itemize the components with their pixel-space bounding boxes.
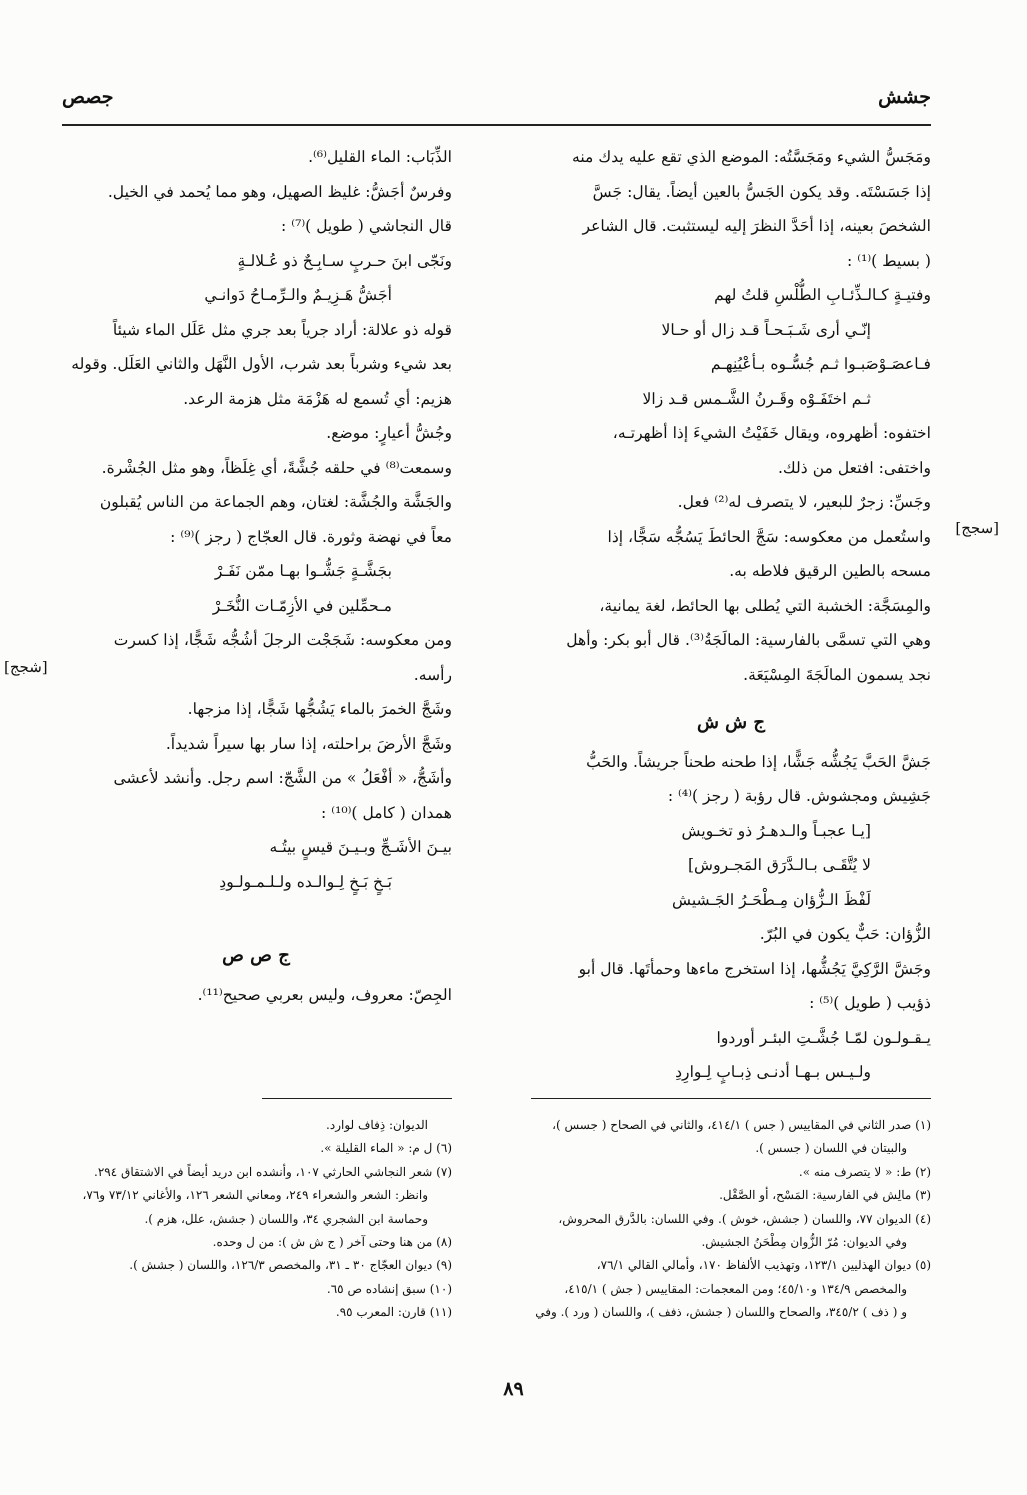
footnote-line: والبيتان في اللسان ( جسس ).	[755, 1141, 907, 1156]
text-line: واختفى: افتعل من ذلك.	[777, 458, 931, 477]
footnote-line: (٨) من هنا وحتى آخر ( ج ش ش ): من ل وحده.	[212, 1235, 452, 1250]
text-line: وشَجَّ الأرضَ براحلته، إذا سار بها سيراً شديداً.	[165, 734, 452, 753]
text-line: الزُّؤان: حَبٌّ يكون في البُرّ.	[759, 925, 931, 943]
running-header-right: جشش	[878, 86, 931, 108]
text-line: وجَسِّ: زجرٌ للبعير، لا يتصرف له⁽²⁾ فعل.	[677, 493, 931, 511]
verse-line: [يـا عجبـاً والـدهـرُ ذو تخـويش	[681, 821, 871, 840]
verse-line: أجَشُّ هَـزِيـمٌ والـرِّمـاحُ دَوانـي	[204, 286, 392, 304]
footnote-line: والمخصص ١٣٤/٩ و٤٥/١٠؛ ومن المعجمات: المقاييس ( جش ) ٤١٥/١،	[564, 1281, 907, 1296]
text-line: مسحه بالطين الرقيق فلاطه به.	[729, 562, 931, 580]
verse-line: بيـنَ الأشَـجِّ وبـيـنَ قيسٍ بيتُـه	[269, 838, 452, 856]
footnote-line: الديوان: ذِفاف لوارد.	[326, 1118, 428, 1132]
text-line: ومن معكوسه: شَجَجْت الرجلَ أشُجُّه شَجًّا، إذا كسرت	[113, 631, 452, 649]
footnote-rule-right	[531, 1098, 931, 1099]
left-column	[60, 140, 452, 1012]
footnote-line: وحماسة ابن الشجري ٣٤، واللسان ( جشش، علل، هزم ).	[144, 1211, 428, 1226]
text-line: الشخصَ بعينه، إذا أحَدَّ النظرَ إليه ليستثبت. قال الشاعر	[582, 217, 931, 235]
text-line: رأسه.	[413, 665, 452, 684]
footnote-line: (٣) مالِش في الفارسية: المَسْح، أو الصَّقْل.	[719, 1188, 931, 1203]
verse-line: ولـيـس بـهـا أدنـى ذِبـابٍ لِـوارِدِ	[675, 1063, 871, 1081]
text-line: إذا جَسَسْتَه. وقد يكون الجَسُّ بالعين أيضاً. يقال: جَسَّ	[592, 182, 931, 201]
footnotes-left	[32, 1114, 452, 1325]
text-line: همدان ( كامل )⁽¹⁰⁾ :	[321, 803, 452, 822]
verse-line: بجَشَّـةٍ جَشُّـوا بهـا ممّن نَفَـرْ	[214, 562, 392, 580]
text-line: معاً في نهضة وثورة. قال العجّاج ( رجز )⁽⁹⁾ :	[170, 527, 452, 546]
footnote-line: (٩) ديوان العجّاج ٣٠ ـ ٣١، والمخصص ١٢٦/٣، واللسان ( جشش ).	[129, 1258, 452, 1273]
page-number: ٨٩	[503, 1378, 524, 1400]
footnote-line: (١) صدر الثاني في المقاييس ( جس ) ٤١٤/١، والثاني في الصحاح ( جسس )،	[552, 1118, 931, 1132]
text-line: وفرسٌ أجَشُّ: غليظ الصهيل، وهو مما يُحمد في الخيل.	[107, 182, 452, 201]
verse-line: ونَجّى ابنَ حـربٍ سـابِـحٌ ذو عُـلالـةٍ	[237, 251, 452, 270]
text-line: واستُعمل من معكوسه: سَجَّ الحائطَ يَسُجُّه سَجًّا، إذا	[607, 527, 931, 546]
verse-line: ثـم اختَفَـوْه وقَـرنُ الشَّـمس قـد زالا	[642, 389, 871, 408]
verse-line: فـاعصَـوْصَبـوا ثـم جُسُّـوه بـأعْيُنِهـم	[710, 355, 931, 373]
running-header-left: جصص	[62, 86, 114, 108]
margin-tag-shjj: [شجج]	[4, 658, 48, 676]
text-line: ( بسيط )⁽¹⁾ :	[847, 251, 931, 270]
right-column	[531, 140, 931, 1090]
footnotes-right	[521, 1114, 931, 1325]
footnote-line: (٢) ط: « لا يتصرف منه ».	[798, 1164, 931, 1179]
text-line: وسمعت⁽⁸⁾ في حلقه جُشَّةً، أي غِلَظاً، وهو مثل الجُشْرة.	[101, 458, 452, 477]
text-line: اختفوه: أظهروه، ويقال خَفَيْتُ الشيءَ إذا أظهرتـه،	[612, 424, 931, 442]
footnote-line: (٤) الديوان ٧٧، واللسان ( جشش، خوش ). وفي اللسان: بالدَّرق المحروش،	[558, 1211, 931, 1226]
text-line: جَشِيش ومجشوش. قال رؤبة ( رجز )⁽⁴⁾ :	[667, 787, 931, 805]
footnote-line: وفي الديوان: مُرّ الزُّوان مِطْحَنُ الجشيش.	[701, 1235, 907, 1250]
verse-line: مـحمِّلين في الأزِمّـات النُّخَـرْ	[212, 596, 392, 615]
footnote-line: و ( ذف ) ٣٤٥/٢، والصحاح واللسان ( جشش، ذفف )، واللسان ( ورد ). وفي	[535, 1305, 907, 1320]
text-line: والمِسَجَّة: الخشبة التي يُطلى بها الحائط، لغة يمانية،	[599, 596, 931, 615]
entry-heading-jss: ج ص ص	[222, 945, 290, 966]
text-line: وجُشُّ أعيارٍ: موضع.	[326, 424, 452, 442]
footnote-line: (٥) ديوان الهذليين ١٢٣/١، وتهذيب الألفاظ ١٧٠، وأمالي القالي ٧٦/١،	[596, 1258, 931, 1273]
header-rule	[62, 124, 931, 126]
text-line: وشَجَّ الخمرَ بالماء يَشُجُّها شَجًّا، إذا مزجها.	[187, 700, 452, 718]
verse-line: لا يُتَّقَـى بـالـدَّرَق المَجـروش]	[687, 856, 871, 874]
text-line: قوله ذو علالة: أراد جرياً بعد جري مثل عَلَل الماء شيئاً	[112, 320, 452, 339]
footnote-line: (١١) قارن: المعرب ٩٥.	[335, 1305, 452, 1320]
entry-heading-jshsh: ج ش ش	[696, 712, 766, 733]
text-line: ذؤيب ( طويل )⁽⁵⁾ :	[809, 994, 931, 1012]
text-line: والجَشَّة والجُشَّة: لغتان، وهم الجماعة من الناس يُقبلون	[99, 493, 452, 511]
text-line: وهي التي تسمَّى بالفارسية: المالَجَةُ⁽³⁾. قال أبو بكر: وأهل	[566, 631, 931, 649]
text-line: الجِصّ: معروف، وليس بعربي صحيح⁽¹¹⁾.	[197, 985, 452, 1004]
footnote-line: (٧) شعر النجاشي الحارثي ١٠٧، وأنشده ابن دريد أيضاً في الاشتقاق ٢٩٤.	[94, 1164, 452, 1179]
verse-line: يـقـولـون لمّـا جُشَّـتِ البئـر أوردوا	[716, 1028, 931, 1047]
footnote-rule-left	[262, 1098, 452, 1099]
text-line: جَشَّ الحَبَّ يَجُشُّه جَشًّا، إذا طحنه طحناً جريشاً. والحَبُّ	[586, 752, 931, 771]
verse-line: بَـخٍ بَـخٍ لِـوالـده ولـلـمـولـودِ	[219, 872, 392, 891]
footnote-line: (١٠) سبق إنشاده ص ٦٥.	[326, 1281, 452, 1296]
verse-line: إنّـي أرى شَـبَـحـاً قـد زال أو حـالا	[661, 320, 871, 339]
footnote-line: وانظر: الشعر والشعراء ٢٤٩، ومعاني الشعر ١٢٦، والأغاني ٧٣/١٢ و٧٦،	[82, 1188, 428, 1203]
text-line: وأشَجُّ، « أفْعَلُ » من الشَّجّ: اسم رجل. وأنشد لأعشى	[113, 769, 452, 787]
verse-line: لَفْظَ الـزُّؤان مِـطْحَـرُ الجَـشيش	[671, 890, 871, 909]
margin-tag-sjj: [سجج]	[955, 519, 999, 537]
text-line: قال النجاشي ( طويل )⁽⁷⁾ :	[281, 217, 452, 235]
text-line: الذِّبَاب: الماء القليل⁽⁶⁾.	[308, 148, 452, 166]
text-line: نجد يسمون المالَجَةَ المِسْيَعَة.	[743, 665, 931, 684]
text-line: وجَشَّ الرَّكِيَّ يَجُشُّها، إذا استخرج ماءها وحمأتَها. قال أبو	[578, 959, 931, 978]
footnote-line: (٦) ل م: « الماء القليلة ».	[320, 1141, 452, 1156]
verse-line: وفتيـةٍ كـالـذِّئـابِ الطُّلْسِ قلتُ لهم	[714, 286, 931, 304]
text-line: هزيم: أي تُسمع له هَزْمَة مثل هزمة الرعد.	[183, 389, 452, 408]
text-line: ومَجَسُّ الشيء ومَجَسَّتُه: الموضع الذي تقع عليه يدك منه	[571, 148, 931, 166]
text-line: بعد شيء وشرباً بعد شرب، الأول النَّهَل والثاني العَلَل. وقوله	[71, 355, 452, 373]
